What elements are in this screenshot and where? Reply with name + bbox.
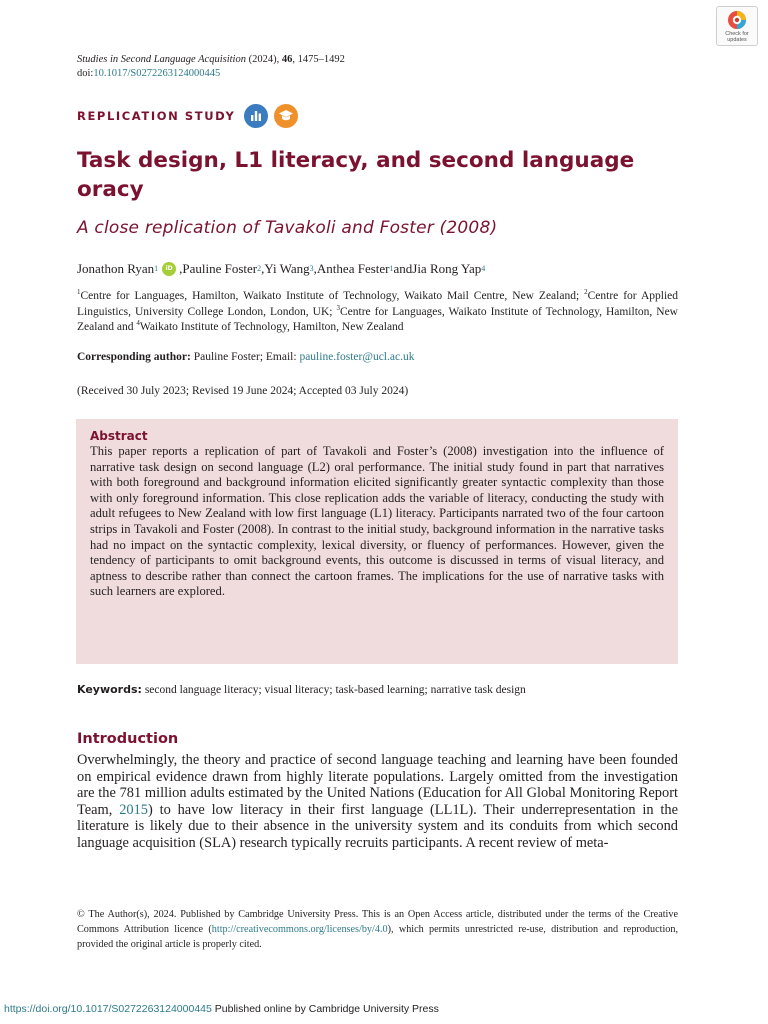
keywords-label: Keywords: (77, 683, 142, 696)
affiliations (77, 289, 678, 336)
affiliation-2: Centre for Applied Linguistics, University College London, London, UK; (77, 290, 678, 318)
author-name[interactable]: Jonathon Ryan (77, 261, 155, 276)
journal-pages: , 1475–1492 (292, 54, 345, 65)
citation-link[interactable]: 2015 (119, 801, 148, 818)
open-data-badge-icon[interactable] (244, 104, 268, 128)
author-name[interactable]: Yi Wang (264, 261, 310, 276)
author-name[interactable]: Pauline Foster (182, 261, 258, 276)
page-footer (4, 1002, 439, 1016)
orcid-icon[interactable]: iD (162, 262, 176, 276)
affiliation-4: Waikato Institute of Technology, Hamilton, New Zealand (139, 321, 404, 333)
article-title: Task design, L1 literacy, and second language oracy (77, 148, 635, 202)
license-notice (77, 907, 678, 952)
author-separator: , (261, 261, 265, 276)
received-dates: (Received 30 July 2023; Revised 19 June 2024; Accepted 03 July 2024) (77, 385, 409, 397)
license-text-after: ), which permits unrestricted re-use, distribution and reproduction, provided the original article is properly cited. (77, 924, 679, 950)
corresponding-text: Pauline Foster; Email: (190, 351, 300, 363)
affiliation-sup: 4 (136, 319, 140, 328)
author-separator: and (393, 261, 413, 276)
open-materials-badge-icon[interactable] (274, 104, 298, 128)
author-separator: , (313, 261, 317, 276)
keywords-text: second language literacy; visual literacy; task-based learning; narrative task design (141, 684, 526, 696)
journal-citation (77, 53, 345, 67)
abstract-text: This paper reports a replication of part of Tavakoli and Foster’s (2008) investigation into the influence of narrative task design on second language (L2) oral performance. The initial study found in part that narratives with both foreground and background information elicited significantly greater syntactic complexity than those with only foreground information. This close replication adds the variable of literacy, conducting the study with adult refugees to New Zealand with low first language (L1) literacy. Participants narrated two of the four cartoon strips in Tavakoli and Foster (2008). In contrast to the initial study, background information in the narrative tasks had no impact on the syntactic complexity, lexical diversity, or fluency of performances. However, given the tendency of participants to omit background events, this outcome is discussed in terms of visual literacy, and aptness to describe rather than connect the cartoon frames. The implications for the use of narrative tasks with such learners are explored. (90, 444, 664, 599)
article-type (77, 106, 298, 126)
author-list: Jonathon Ryan 1 iD , Pauline Foster 2 , Yi Wang 3 , Anthea Fester 1 and Jia Rong Yap 4 (77, 261, 486, 276)
check-for-updates-icon (727, 10, 747, 30)
journal-name: Studies in Second Language Acquisition (77, 54, 246, 65)
abstract-heading: Abstract (90, 429, 148, 443)
corresponding-email-link[interactable]: pauline.foster@ucl.ac.uk (299, 351, 415, 363)
journal-volume: 46 (281, 54, 293, 65)
affiliation-sup: 1 (77, 288, 81, 297)
affiliation-sup: 3 (336, 303, 340, 312)
author-name[interactable]: Anthea Fester (316, 261, 390, 276)
license-url-link[interactable]: http://creativecommons.org/licenses/by/4.0 (211, 924, 388, 935)
affiliation-1: Centre for Languages, Hamilton, Waikato Institute of Technology, Waikato Mail Centre, New Zealand; (80, 290, 585, 302)
doi-link[interactable]: 10.1017/S0272263124000445 (93, 68, 221, 79)
badge-label-line1: Check for (725, 31, 749, 37)
affiliation-sup: 2 (584, 288, 588, 297)
corresponding-label: Corresponding author: (77, 351, 191, 363)
abstract-box (76, 419, 678, 664)
section-heading-introduction: Introduction (77, 731, 179, 747)
journal-year: (2024), (245, 54, 282, 65)
introduction-text-after: ) to have low literacy in their first language (LL1L). Their underrepresentation in the literature is likely due to their absence in the university system and its conduits from which second language acquisition (SLA) research typically recruits participants. A recent review of meta- (77, 801, 678, 851)
footer-text: Published online by Cambridge University Press (211, 1003, 439, 1015)
article-subtitle: A close replication of Tavakoli and Foster (2008) (77, 218, 498, 238)
introduction-paragraph (77, 752, 678, 852)
doi-prefix: doi: (77, 68, 94, 79)
keywords (77, 682, 526, 698)
license-text-before: © The Author(s), 2024. Published by Cambridge University Press. This is an Open Access article, distributed under the terms of the Creative Commons Attribution licence ( (77, 909, 678, 935)
footer-doi-link[interactable]: https://doi.org/10.1017/S0272263124000445 (4, 1003, 212, 1015)
introduction-text-before: Overwhelmingly, the theory and practice of second language teaching and learning have been founded on empirical evidence drawn from highly literate populations. Largely omitted from the investigation are the 781 million adults estimated by the United Nations (Education for All Global Monitoring Report Team, (77, 752, 678, 818)
check-for-updates-badge[interactable] (716, 6, 758, 46)
corresponding-author (77, 350, 414, 365)
author-name[interactable]: Jia Rong Yap (412, 261, 482, 276)
author-separator: , (179, 261, 183, 276)
affiliation-3: Centre for Languages, Waikato Institute of Technology, Hamilton, New Zealand and (77, 305, 678, 333)
doi-line (77, 67, 220, 81)
badge-label-line2: updates (727, 37, 747, 43)
article-type-label: REPLICATION STUDY (77, 109, 236, 123)
